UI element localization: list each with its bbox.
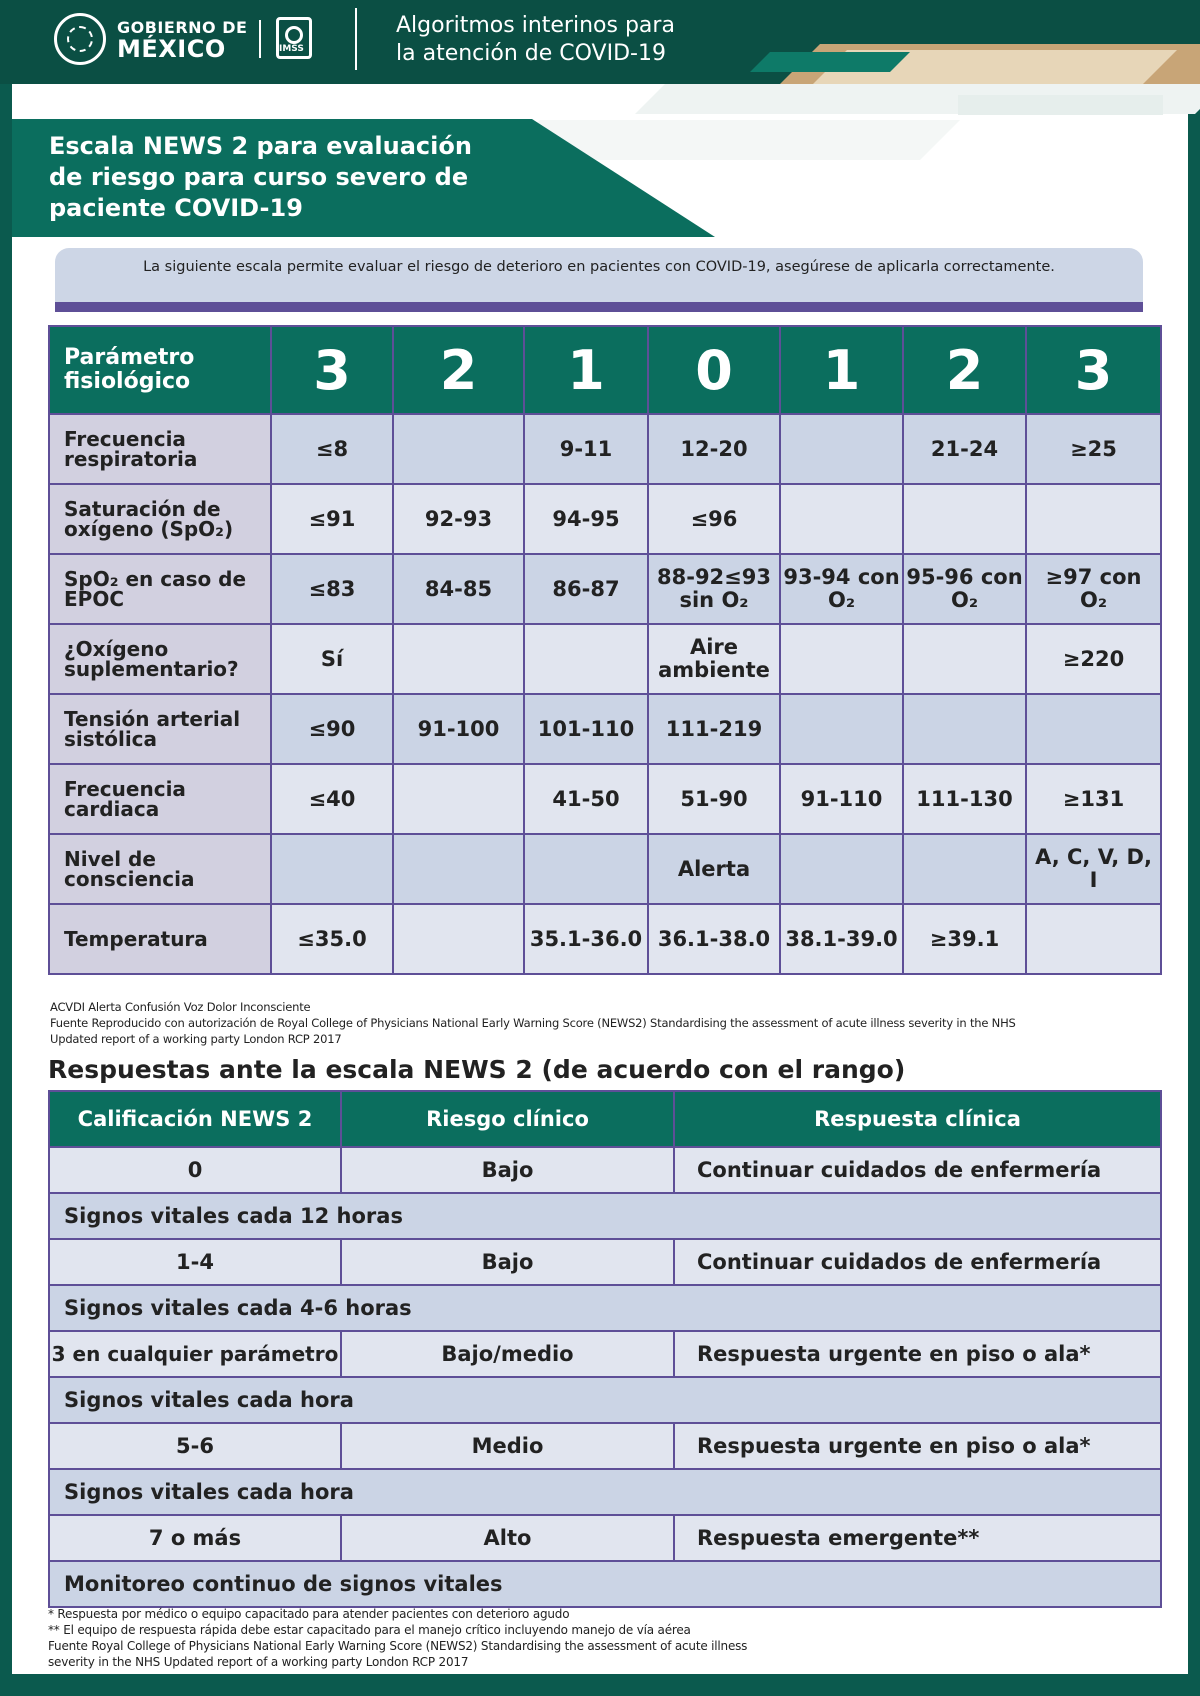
table-cell: 111-130 [903, 764, 1026, 834]
row-label-line2: respiratoria [64, 447, 198, 471]
table-row [49, 834, 1161, 904]
footnote-source: Fuente Royal College of Physicians National Early Warning Score (NEWS2) Standardising the assessment of acute illness [48, 1639, 748, 1653]
page-title-line2: de riesgo para curso severo de [49, 163, 469, 191]
table-cell: 84-85 [393, 554, 524, 624]
vital-signs-note: Monitoreo continuo de signos vitales [49, 1561, 1161, 1607]
table-cell: 38.1-39.0 [780, 904, 903, 974]
row-label-line2: oxígeno (SpO₂) [64, 517, 234, 541]
table-cell [780, 834, 903, 904]
row-label-line2: EPOC [64, 587, 124, 611]
table-cell: ≤8 [271, 414, 393, 484]
table-cell: 41-50 [524, 764, 648, 834]
table-cell [271, 834, 393, 904]
footnote-source-cont: severity in the NHS Updated report of a working party London RCP 2017 [48, 1655, 469, 1669]
score-header: 3 [271, 326, 393, 414]
table-cell: 94-95 [524, 484, 648, 554]
table-row [49, 414, 1161, 484]
table-cell [393, 904, 524, 974]
vital-signs-note: Signos vitales cada hora [49, 1469, 1161, 1515]
header-title-line2: la atención de COVID-19 [396, 41, 666, 66]
vital-signs-note: Signos vitales cada 4-6 horas [49, 1285, 1161, 1331]
table-cell: 36.1-38.0 [648, 904, 780, 974]
row-label-line2: suplementario? [64, 657, 239, 681]
table-cell: 91-100 [393, 694, 524, 764]
info-box [55, 248, 1143, 302]
table-row [49, 764, 1161, 834]
table-cell [780, 484, 903, 554]
risk-cell: Alto [341, 1515, 674, 1561]
row-label-line2: sistólica [64, 727, 158, 751]
table-cell: 21-24 [903, 414, 1026, 484]
table-row [49, 904, 1161, 974]
table-cell [903, 484, 1026, 554]
table-row [49, 484, 1161, 554]
table-cell: 101-110 [524, 694, 648, 764]
row-label-line1: Saturación de [64, 497, 221, 521]
table-cell: 35.1-36.0 [524, 904, 648, 974]
table-row [49, 554, 1161, 624]
table-cell: ≤35.0 [271, 904, 393, 974]
param-header-line2: fisiológico [64, 369, 191, 394]
imss-logo-text: IMSS [279, 44, 304, 54]
risk-cell: Medio [341, 1423, 674, 1469]
table-cell [393, 624, 524, 694]
page-title [49, 131, 472, 224]
table-row [49, 1193, 1161, 1239]
vital-signs-note: Signos vitales cada 12 horas [49, 1193, 1161, 1239]
table-cell [393, 764, 524, 834]
footnote-asterisk: * Respuesta por médico o equipo capacitado para atender pacientes con deterioro agudo [48, 1607, 570, 1621]
table-cell [1026, 904, 1161, 974]
table-row [49, 1561, 1161, 1607]
table-cell: 9-11 [524, 414, 648, 484]
responses-header-row [49, 1091, 1161, 1147]
footnote-acvdi: ACVDI Alerta Confusión Voz Dolor Inconsciente [50, 1000, 311, 1014]
response-cell: Respuesta urgente en piso o ala* [674, 1423, 1161, 1469]
score-header: 1 [780, 326, 903, 414]
table-cell [780, 414, 903, 484]
score-cell: 7 o más [49, 1515, 341, 1561]
table-cell [1026, 484, 1161, 554]
table-cell: Aire ambiente [648, 624, 780, 694]
score-header: 2 [903, 326, 1026, 414]
footnote-source: Fuente Reproducido con autorización de Royal College of Physicians National Early Warning Score (NEWS2) Standardising the assessment of acute illness severity in the NHS [50, 1016, 1016, 1030]
table-cell: 95-96 con O₂ [903, 554, 1026, 624]
table-cell: 51-90 [648, 764, 780, 834]
header-banner [0, 0, 1200, 84]
table-cell: ≥131 [1026, 764, 1161, 834]
table-cell: ≤83 [271, 554, 393, 624]
table-cell: ≥220 [1026, 624, 1161, 694]
row-label [49, 484, 271, 554]
param-header [49, 326, 271, 414]
table-cell: 86-87 [524, 554, 648, 624]
news2-header-row [49, 326, 1161, 414]
table-row [49, 1377, 1161, 1423]
table-cell: Sí [271, 624, 393, 694]
score-header: 3 [1026, 326, 1161, 414]
table-row [49, 1469, 1161, 1515]
table-cell [780, 624, 903, 694]
table-cell [903, 624, 1026, 694]
table-row [49, 694, 1161, 764]
score-cell: 1-4 [49, 1239, 341, 1285]
table-cell [1026, 694, 1161, 764]
table-cell [524, 834, 648, 904]
row-label-line1: SpO₂ en caso de [64, 567, 247, 591]
response-cell: Respuesta emergente** [674, 1515, 1161, 1561]
gobierno-logo-line2: MÉXICO [117, 35, 226, 63]
footnote-source-cont: Updated report of a working party London RCP 2017 [50, 1032, 342, 1046]
column-header: Calificación NEWS 2 [49, 1091, 341, 1147]
table-cell: ≤90 [271, 694, 393, 764]
row-label [49, 554, 271, 624]
row-label [49, 904, 271, 974]
score-cell: 0 [49, 1147, 341, 1193]
table-row [49, 1285, 1161, 1331]
news2-table [48, 325, 1162, 975]
table-row [49, 1331, 1161, 1377]
table-cell: ≤40 [271, 764, 393, 834]
table-cell: 12-20 [648, 414, 780, 484]
row-label-line1: Temperatura [64, 927, 208, 951]
row-label [49, 414, 271, 484]
response-cell: Continuar cuidados de enfermería [674, 1239, 1161, 1285]
table-cell: A, C, V, D, I [1026, 834, 1161, 904]
response-cell: Continuar cuidados de enfermería [674, 1147, 1161, 1193]
header-decoration [750, 52, 910, 72]
table-cell [903, 694, 1026, 764]
table-cell: ≥25 [1026, 414, 1161, 484]
table-row [49, 1423, 1161, 1469]
table-row [49, 1515, 1161, 1561]
row-label-line1: Frecuencia [64, 777, 186, 801]
response-cell: Respuesta urgente en piso o ala* [674, 1331, 1161, 1377]
table-cell [780, 694, 903, 764]
table-cell: ≥97 con O₂ [1026, 554, 1161, 624]
table-cell: 88-92≤93 sin O₂ [648, 554, 780, 624]
bottom-bar [0, 1674, 1200, 1696]
table-row [49, 1239, 1161, 1285]
score-header: 1 [524, 326, 648, 414]
row-label-line1: Frecuencia [64, 427, 186, 451]
header-divider [355, 8, 357, 70]
score-header: 0 [648, 326, 780, 414]
table-cell: 93-94 con O₂ [780, 554, 903, 624]
national-seal-icon [54, 13, 106, 65]
page-title-line1: Escala NEWS 2 para evaluación [49, 132, 472, 160]
row-label-line2: cardiaca [64, 797, 160, 821]
decorative-shape [958, 95, 1163, 115]
row-label [49, 834, 271, 904]
info-underline [55, 302, 1143, 312]
table-cell: ≤96 [648, 484, 780, 554]
table-cell [393, 834, 524, 904]
column-header: Respuesta clínica [674, 1091, 1161, 1147]
risk-cell: Bajo/medio [341, 1331, 674, 1377]
row-label-line1: ¿Oxígeno [64, 637, 169, 661]
score-header: 2 [393, 326, 524, 414]
row-label [49, 624, 271, 694]
logo-divider [259, 20, 261, 58]
table-cell: Alerta [648, 834, 780, 904]
table-cell [524, 624, 648, 694]
table-row [49, 624, 1161, 694]
responses-table [48, 1090, 1162, 1608]
table-cell: 111-219 [648, 694, 780, 764]
row-label [49, 694, 271, 764]
risk-cell: Bajo [341, 1239, 674, 1285]
page-title-line3: paciente COVID-19 [49, 194, 303, 222]
score-cell: 5-6 [49, 1423, 341, 1469]
table-cell: ≥39.1 [903, 904, 1026, 974]
table-row [49, 1147, 1161, 1193]
risk-cell: Bajo [341, 1147, 674, 1193]
row-label [49, 764, 271, 834]
table-cell: 92-93 [393, 484, 524, 554]
header-title-line1: Algoritmos interinos para [396, 13, 675, 38]
gobierno-logo-line1: GOBIERNO DE [117, 18, 248, 37]
responses-title: Respuestas ante la escala NEWS 2 (de acuerdo con el rango) [48, 1055, 906, 1084]
row-label-line1: Nivel de [64, 847, 156, 871]
table-cell [393, 414, 524, 484]
table-cell: ≤91 [271, 484, 393, 554]
param-header-line1: Parámetro [64, 345, 195, 370]
score-cell: 3 en cualquier parámetro [49, 1331, 341, 1377]
row-label-line2: consciencia [64, 867, 195, 891]
table-cell [903, 834, 1026, 904]
row-label-line1: Tensión arterial [64, 707, 241, 731]
table-cell: 91-110 [780, 764, 903, 834]
header-title [396, 12, 675, 68]
column-header: Riesgo clínico [341, 1091, 674, 1147]
vital-signs-note: Signos vitales cada hora [49, 1377, 1161, 1423]
info-text: La siguiente escala permite evaluar el riesgo de deterioro en pacientes con COVID-19, asegúrese de aplicarla correctamente. [143, 259, 1055, 275]
footnote-double-asterisk: ** El equipo de respuesta rápida debe estar capacitado para el manejo crítico incluyendo manejo de vía aérea [48, 1623, 691, 1637]
